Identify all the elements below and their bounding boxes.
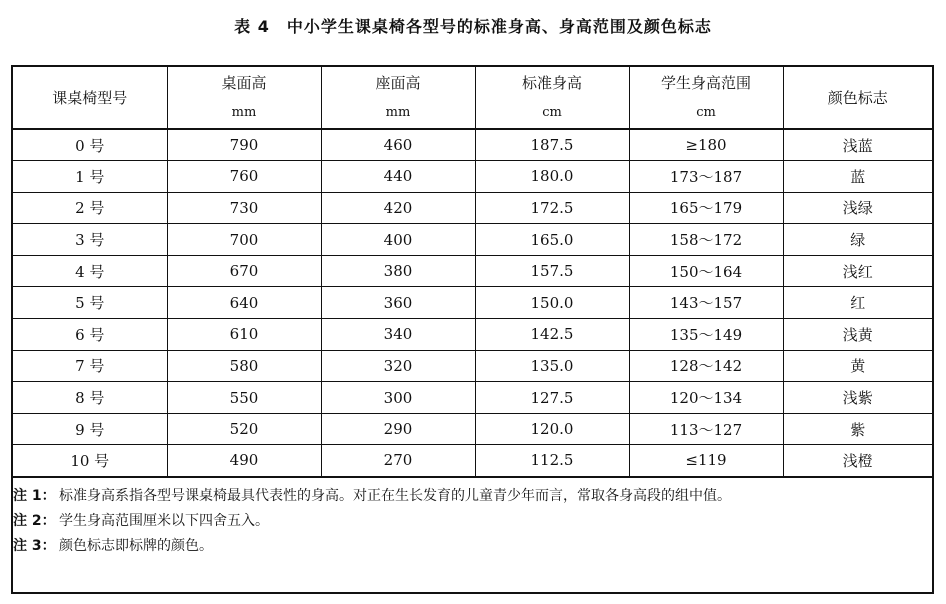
cell-seat-height: 290 (321, 413, 475, 445)
cell-color: 绿 (783, 224, 932, 256)
table-row (13, 224, 932, 256)
note-3 (13, 534, 920, 559)
header-standard-height-unit: cm (542, 104, 562, 120)
table-caption: 表 4 中小学生课桌椅各型号的标准身高、身高范围及颜色标志 (234, 17, 712, 36)
cell-color: 浅蓝 (783, 129, 932, 161)
cell-model: 1 号 (13, 161, 167, 193)
cell-color: 浅红 (783, 255, 932, 287)
cell-color: 红 (783, 287, 932, 319)
table-row (13, 192, 932, 224)
table-row (13, 129, 932, 161)
note-3-text: 颜色标志即标牌的颜色。 (59, 537, 213, 554)
cell-seat-height: 460 (321, 129, 475, 161)
header-desk-height-unit: mm (231, 104, 257, 120)
cell-desk-height: 520 (167, 413, 321, 445)
standards-table (13, 67, 932, 478)
cell-height-range: 158～172 (629, 224, 783, 256)
cell-seat-height: 340 (321, 319, 475, 351)
cell-seat-height: 420 (321, 192, 475, 224)
cell-seat-height: 400 (321, 224, 475, 256)
cell-desk-height: 580 (167, 350, 321, 382)
header-desk-height-label: 桌面高 (221, 73, 267, 92)
cell-color: 浅紫 (783, 382, 932, 414)
table-row (13, 161, 932, 193)
table-row (13, 319, 932, 351)
cell-standard-height: 187.5 (475, 129, 629, 161)
cell-standard-height: 165.0 (475, 224, 629, 256)
header-seat-height-unit: mm (385, 104, 411, 120)
cell-standard-height: 180.0 (475, 161, 629, 193)
cell-model: 7 号 (13, 350, 167, 382)
note-3-label: 注 3： (13, 537, 56, 554)
cell-model: 6 号 (13, 319, 167, 351)
note-1 (13, 484, 920, 509)
notes-section (13, 478, 932, 559)
table-row (13, 382, 932, 414)
cell-height-range: ≤119 (629, 445, 783, 477)
cell-desk-height: 760 (167, 161, 321, 193)
note-2-label: 注 2： (13, 512, 56, 529)
header-row (13, 67, 932, 129)
table-row (13, 413, 932, 445)
table-row (13, 350, 932, 382)
table-row (13, 287, 932, 319)
cell-model: 5 号 (13, 287, 167, 319)
table-row (13, 255, 932, 287)
cell-model: 2 号 (13, 192, 167, 224)
cell-model: 4 号 (13, 255, 167, 287)
cell-height-range: 150～164 (629, 255, 783, 287)
cell-seat-height: 360 (321, 287, 475, 319)
cell-desk-height: 670 (167, 255, 321, 287)
cell-desk-height: 700 (167, 224, 321, 256)
cell-standard-height: 135.0 (475, 350, 629, 382)
table-row (13, 445, 932, 477)
header-standard-height (475, 67, 629, 129)
cell-height-range: 135～149 (629, 319, 783, 351)
header-height-range-unit: cm (696, 104, 716, 120)
cell-desk-height: 490 (167, 445, 321, 477)
cell-standard-height: 157.5 (475, 255, 629, 287)
cell-standard-height: 112.5 (475, 445, 629, 477)
cell-color: 紫 (783, 413, 932, 445)
header-model: 课桌椅型号 (13, 67, 167, 129)
cell-height-range: 120～134 (629, 382, 783, 414)
note-2-text: 学生身高范围厘米以下四舍五入。 (59, 512, 269, 529)
cell-model: 0 号 (13, 129, 167, 161)
cell-standard-height: 127.5 (475, 382, 629, 414)
cell-desk-height: 640 (167, 287, 321, 319)
header-standard-height-label: 标准身高 (521, 73, 582, 92)
cell-height-range: 173～187 (629, 161, 783, 193)
cell-desk-height: 550 (167, 382, 321, 414)
cell-model: 10 号 (13, 445, 167, 477)
header-desk-height (167, 67, 321, 129)
cell-standard-height: 150.0 (475, 287, 629, 319)
header-seat-height-label: 座面高 (375, 73, 421, 92)
header-color: 颜色标志 (783, 67, 932, 129)
cell-color: 黄 (783, 350, 932, 382)
cell-model: 9 号 (13, 413, 167, 445)
cell-desk-height: 730 (167, 192, 321, 224)
cell-desk-height: 790 (167, 129, 321, 161)
note-1-text: 标准身高系指各型号课桌椅最具代表性的身高。对正在生长发育的儿童青少年而言，常取各身高段的组中值。 (59, 487, 731, 504)
cell-height-range: 128～142 (629, 350, 783, 382)
cell-seat-height: 320 (321, 350, 475, 382)
cell-standard-height: 142.5 (475, 319, 629, 351)
note-2 (13, 509, 920, 534)
cell-model: 3 号 (13, 224, 167, 256)
header-height-range-label: 学生身高范围 (660, 73, 751, 92)
cell-color: 浅黄 (783, 319, 932, 351)
cell-seat-height: 270 (321, 445, 475, 477)
cell-seat-height: 380 (321, 255, 475, 287)
header-seat-height (321, 67, 475, 129)
cell-height-range: 165～179 (629, 192, 783, 224)
cell-height-range: 113～127 (629, 413, 783, 445)
cell-standard-height: 172.5 (475, 192, 629, 224)
cell-standard-height: 120.0 (475, 413, 629, 445)
header-height-range (629, 67, 783, 129)
cell-height-range: 143～157 (629, 287, 783, 319)
cell-color: 浅绿 (783, 192, 932, 224)
table-frame (11, 65, 934, 594)
cell-color: 蓝 (783, 161, 932, 193)
cell-seat-height: 300 (321, 382, 475, 414)
cell-seat-height: 440 (321, 161, 475, 193)
cell-desk-height: 610 (167, 319, 321, 351)
cell-height-range: ≥180 (629, 129, 783, 161)
cell-model: 8 号 (13, 382, 167, 414)
note-1-label: 注 1： (13, 487, 56, 504)
cell-color: 浅橙 (783, 445, 932, 477)
